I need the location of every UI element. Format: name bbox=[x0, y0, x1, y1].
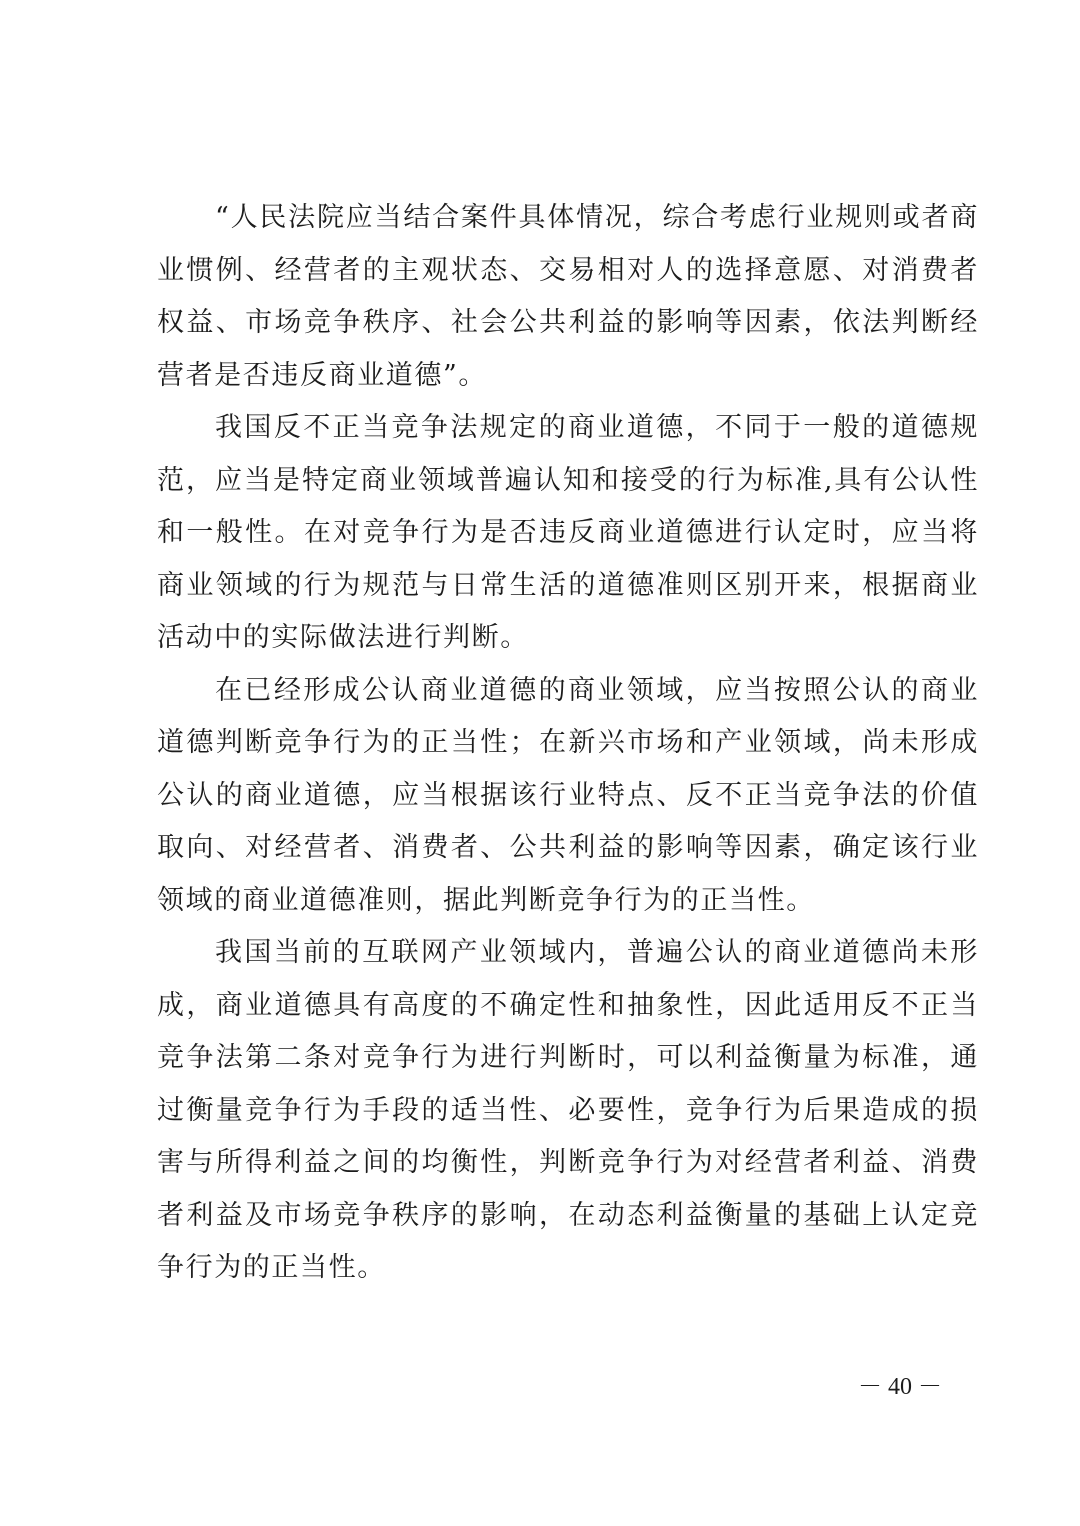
paragraph: “人民法院应当结合案件具体情况，综合考虑行业规则或者商业惯例、经营者的主观状态、交易相对人的选择意愿、对消费者权益、市场竞争秩序、社会公共利益的影响等因素，依法判断经营者是否违反商业道德”。 bbox=[157, 202, 979, 391]
paragraph: 我国反不正当竞争法规定的商业道德，不同于一般的道德规范，应当是特定商业领域普遍认知和接受的行为标准,具有公认性和一般性。在对竞争行为是否违反商业道德进行认定时，应当将商业领域的行为规范与日常生活的道德准则区别开来，根据商业活动中的实际做法进行判断。 bbox=[157, 412, 979, 653]
paragraph: 我国当前的互联网产业领域内，普遍公认的商业道德尚未形成，商业道德具有高度的不确定性和抽象性，因此适用反不正当竞争法第二条对竞争行为进行判断时，可以利益衡量为标准，通过衡量竞争行为手段的适当性、必要性，竞争行为后果造成的损害与所得利益之间的均衡性，判断竞争行为对经营者利益、消费者利益及市场竞争秩序的影响，在动态利益衡量的基础上认定竞争行为的正当性。 bbox=[157, 937, 979, 1283]
document-body bbox=[157, 192, 979, 1295]
page-number: － 40 － bbox=[858, 1374, 942, 1400]
paragraph: 在已经形成公认商业道德的商业领域，应当按照公认的商业道德判断竞争行为的正当性；在新兴市场和产业领域，尚未形成公认的商业道德，应当根据该行业特点、反不正当竞争法的价值取向、对经营者、消费者、公共利益的影响等因素，确定该行业领域的商业道德准则，据此判断竞争行为的正当性。 bbox=[157, 674, 979, 916]
